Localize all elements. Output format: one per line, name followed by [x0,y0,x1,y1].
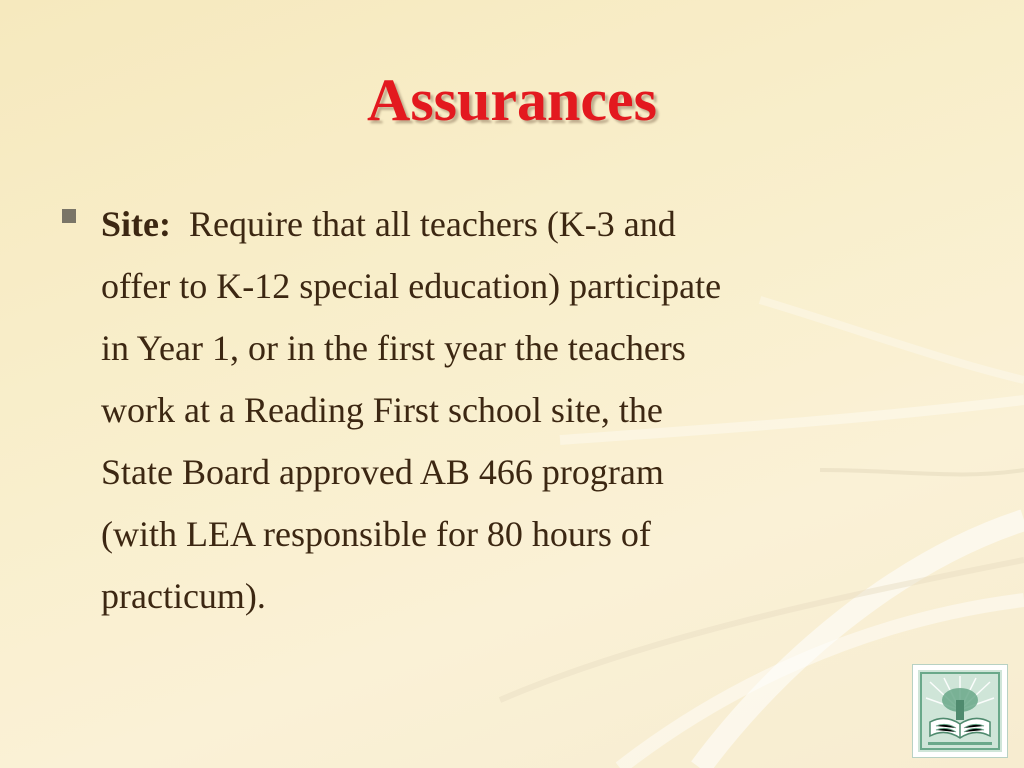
bullet-line-2: offer to K-12 special education) participate [101,266,722,306]
bullet-line-1-text: Require that all teachers (K-3 and [188,204,676,244]
bullet-lead-label: Site: [101,204,171,244]
bullet-text [101,193,961,627]
bullet-line-4: work at a Reading First school site, the [101,390,663,430]
reading-first-logo [912,664,1008,758]
open-book-tree-icon [918,670,1002,752]
bullet-line-3: in Year 1, or in the first year the teachers [101,328,686,368]
slide-title: Assurances [366,67,657,133]
bullet-square-icon [62,209,76,223]
bullet-line-1 [101,193,961,255]
bullet-line-5: State Board approved AB 466 program [101,452,664,492]
bullet-line-7: practicum). [101,576,266,616]
bullet-line-6: (with LEA responsible for 80 hours of [101,514,651,554]
